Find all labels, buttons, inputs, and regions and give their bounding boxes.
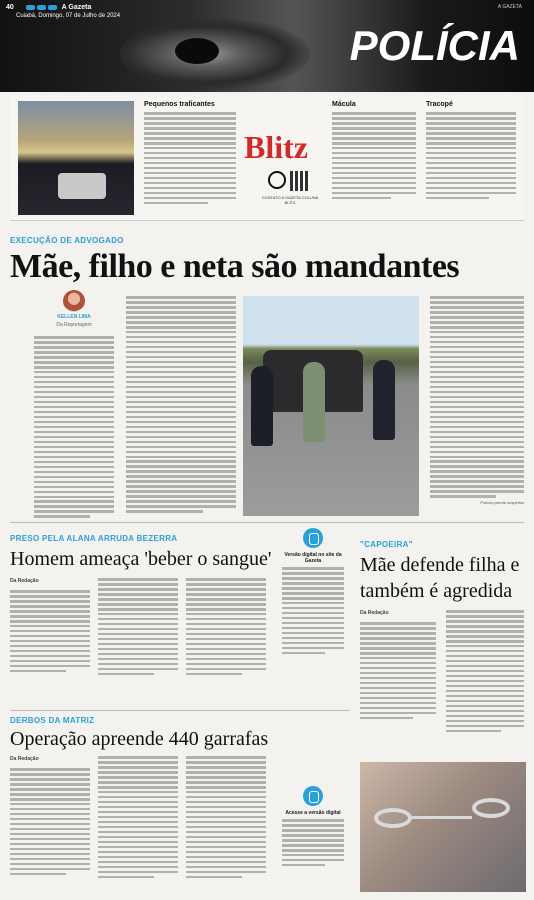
- divider: [10, 710, 350, 711]
- newspaper-name: A Gazeta: [61, 4, 92, 11]
- brand-logo-icon: [26, 5, 57, 10]
- masthead: [0, 0, 534, 92]
- officer-figure: [373, 360, 395, 440]
- blitz-lead: [144, 101, 236, 204]
- teaser-top-text: Versão digital no site da Gazeta: [284, 552, 342, 564]
- story3-col1: [10, 768, 90, 875]
- main-byline: KELLEN LIMA: [57, 314, 91, 320]
- eye-pupil: [175, 38, 219, 64]
- blitz-column: [10, 95, 524, 221]
- story2-col3: [186, 578, 266, 675]
- qr-code-icon: [290, 171, 310, 191]
- photo-caption: Polícia prende suspeitos: [480, 500, 524, 505]
- teaser-bottom: [282, 786, 344, 866]
- main-byline-role: Da Reportagem: [56, 322, 92, 328]
- main-headline: Mãe, filho e neta são mandantes: [10, 248, 460, 285]
- main-text-col2: [126, 296, 236, 513]
- avatar: [63, 290, 85, 312]
- teaser-top: [282, 528, 344, 654]
- main-kicker: EXECUÇÃO DE ADVOGADO: [10, 236, 124, 245]
- section-title: POLÍCIA: [349, 22, 520, 69]
- handcuff-icon: [472, 798, 510, 818]
- main-text-col1: [34, 336, 114, 518]
- story3-col2: [98, 756, 178, 878]
- story3-col3: [186, 756, 266, 878]
- story3-byline: Da Redação: [10, 756, 39, 762]
- story4-headline-1: Mãe defende filha e: [360, 554, 520, 576]
- divider: [10, 522, 524, 523]
- page-number: 40: [6, 4, 14, 11]
- story4-headline-2: também é agredida: [360, 580, 513, 602]
- date-line: Cuiabá, Domingo, 07 de Julho de 2024: [16, 13, 121, 19]
- main-text-col3: [430, 296, 524, 498]
- story4-kicker: "CAPOEIRA": [360, 540, 413, 549]
- blitz-col3: [426, 101, 516, 199]
- handcuff-icon: [374, 808, 412, 828]
- whatsapp-icon: [268, 171, 286, 189]
- main-byline-box: [34, 290, 114, 328]
- blitz-col2: [332, 101, 416, 199]
- corner-tag: A GAZETA: [497, 4, 522, 10]
- story4-col2: [446, 610, 524, 732]
- story3-kicker: DERBOS DA MATRIZ: [10, 716, 95, 725]
- blitz-col3-head: Tracopé: [426, 101, 453, 108]
- main-photo: [243, 296, 419, 516]
- story2-col1: [10, 590, 90, 672]
- police-badge-image: [58, 173, 106, 199]
- story2-kicker: PRESO PELA ALANA ARRUDA BEZERRA: [10, 534, 178, 543]
- story3-headline: Operação apreende 440 garrafas: [10, 728, 269, 750]
- story4-byline: Da Redação: [360, 610, 389, 616]
- blitz-caption: CONTATO A GAZETA COLUNA BLITZ: [261, 195, 319, 205]
- story2-headline: Homem ameaça 'beber o sangue': [10, 548, 272, 570]
- blitz-contact: [268, 171, 310, 191]
- info-circle-icon: [303, 528, 323, 548]
- story4-col1: [360, 622, 436, 719]
- handcuff-chain: [412, 816, 472, 819]
- blitz-photo: [18, 101, 134, 215]
- masthead-meta: [16, 4, 120, 19]
- blitz-col2-head: Mácula: [332, 101, 356, 108]
- blitz-lead-head: Pequenos traficantes: [144, 101, 215, 108]
- teaser-bottom-text: Acesse a versão digital: [285, 810, 341, 816]
- officer-figure: [251, 366, 273, 446]
- suspect-figure: [303, 362, 325, 442]
- story2-byline: Da Redação: [10, 578, 39, 584]
- story2-col2: [98, 578, 178, 675]
- blitz-brand: Blitz: [244, 129, 308, 165]
- info-circle-icon: [303, 786, 323, 806]
- handcuffs-photo: [360, 762, 526, 892]
